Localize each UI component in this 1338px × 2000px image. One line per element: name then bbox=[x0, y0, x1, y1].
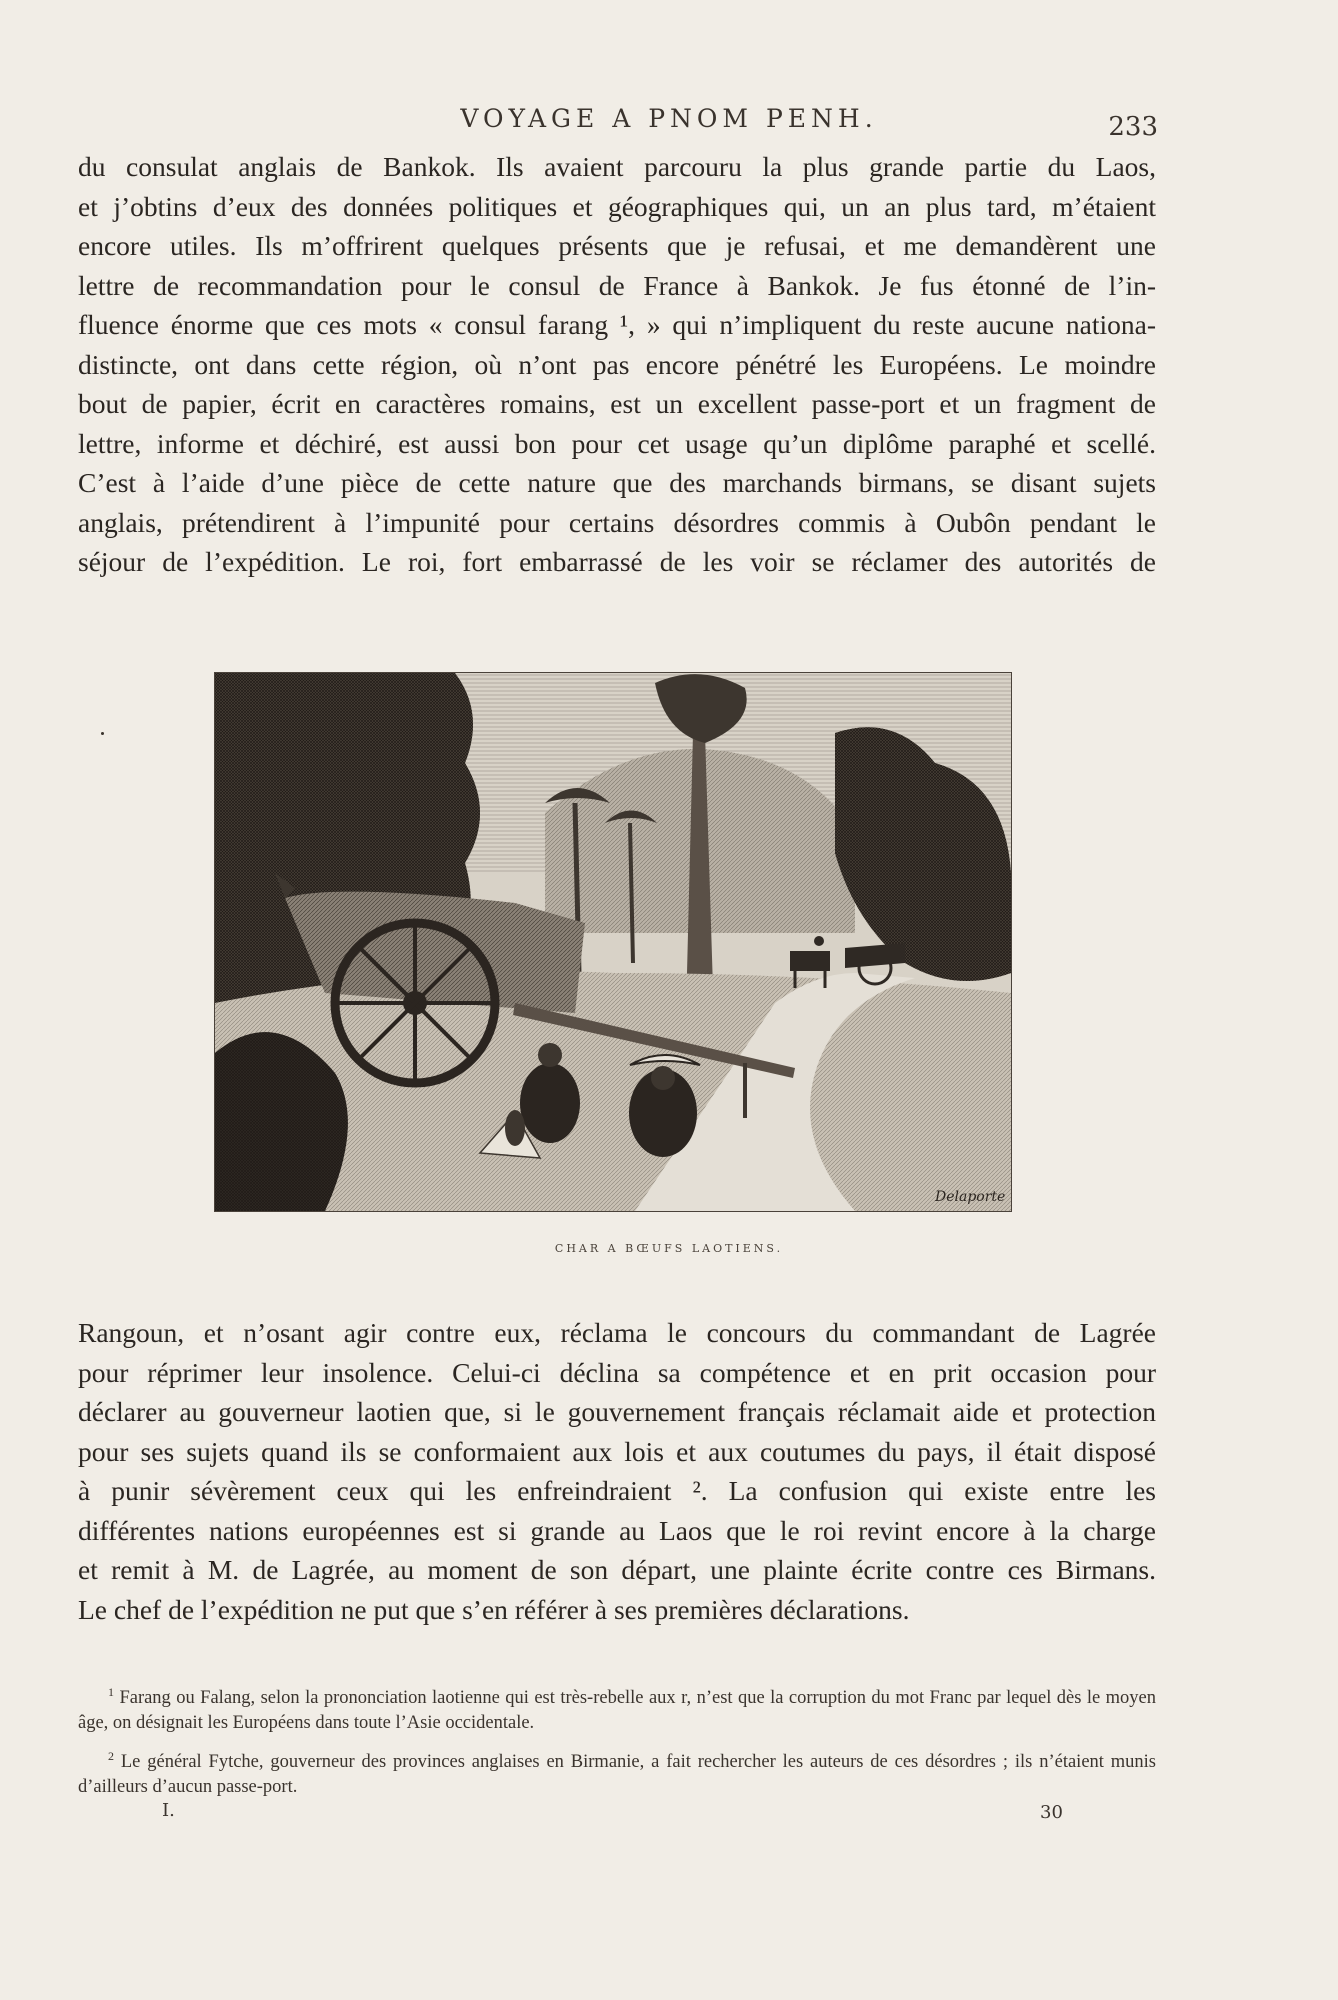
text-line: distincte, ont dans cette région, où n’ont pas encore pénétré les Européens. Le moindre bbox=[78, 348, 1156, 380]
engraving-drawing bbox=[215, 673, 1011, 1211]
text-line: lettre de recommandation pour le consul de France à Bankok. Je fus étonné de l’in- bbox=[78, 269, 1156, 301]
running-title: VOYAGE A PNOM PENH. bbox=[460, 104, 878, 133]
text-line: du consulat anglais de Bankok. Ils avaient parcouru la plus grande partie du Laos, bbox=[78, 151, 1156, 182]
text-line: Rangoun, et n’osant agir contre eux, réclama le concours du commandant de Lagrée bbox=[78, 1317, 1156, 1348]
text-line: lettre, informe et déchiré, est aussi bon pour cet usage qu’un diplôme paraphé et scellé. bbox=[78, 427, 1156, 459]
text-line: pour réprimer leur insolence. Celui-ci déclina sa compétence et en prit occasion pour bbox=[78, 1356, 1156, 1388]
footnotes bbox=[78, 1680, 1156, 1808]
text-line: et remit à M. de Lagrée, au moment de son départ, une plainte écrite contre ces Birmans. bbox=[78, 1554, 1156, 1585]
footnote bbox=[78, 1744, 1156, 1800]
text-line: C’est à l’aide d’une pièce de cette nature que des marchands birmans, se disant sujets bbox=[78, 467, 1156, 498]
footnote-mark: 1 bbox=[108, 1685, 114, 1699]
text-line: et j’obtins d’eux des données politiques et géographiques qui, un an plus tard, m’étaient bbox=[78, 190, 1156, 222]
figure-caption: CHAR A BŒUFS LAOTIENS. bbox=[554, 1242, 784, 1255]
text-line: séjour de l’expédition. Le roi, fort embarrassé de les voir se réclamer des autorités de bbox=[78, 546, 1156, 577]
footnote-mark: 2 bbox=[108, 1749, 114, 1764]
body-text-top bbox=[78, 147, 1156, 582]
footnote-text: Farang ou Falang, selon la prononciation laotienne qui est très-rebelle aux r, n’est que la corruption du mot Franc par lequel dès le moyen âge, on désignait les Européens dans toute l’Asie occidentale. bbox=[78, 1688, 1157, 1734]
text-line: déclarer au gouverneur laotien que, si le gouvernement français réclamait aide et protection bbox=[78, 1396, 1156, 1427]
text-line: Le chef de l’expédition ne put que s’en référer à ses premières déclarations. bbox=[78, 1593, 910, 1625]
text-line: fluence énorme que ces mots « consul farang ¹, » qui n’impliquent du reste aucune nationa- bbox=[78, 309, 1156, 340]
text-line: différentes nations européennes est si grande au Laos que le roi revint encore à la charge bbox=[78, 1514, 1156, 1546]
text-line: encore utiles. Ils m’offrirent quelques présents que je refusai, et me demandèrent une bbox=[78, 230, 1156, 261]
page-number: 233 bbox=[1108, 112, 1158, 142]
volume-signature: I. bbox=[162, 1800, 175, 1821]
margin-mark bbox=[101, 732, 104, 735]
footnote bbox=[78, 1680, 1156, 1736]
body-text-bottom bbox=[78, 1313, 1156, 1629]
sheet-number: 30 bbox=[1040, 1802, 1063, 1823]
text-line: pour ses sujets quand ils se conformaient aux lois et aux coutumes du pays, il était disposé bbox=[78, 1435, 1156, 1467]
engraving-illustration bbox=[214, 672, 1012, 1212]
text-line: à punir sévèrement ceux qui les enfreindraient ². La confusion qui existe entre les bbox=[78, 1475, 1156, 1506]
text-line: anglais, prétendirent à l’impunité pour certains désordres commis à Oubôn pendant le bbox=[78, 506, 1156, 538]
footnote-text: Le général Fytche, gouverneur des provinces anglaises en Birmanie, a fait rechercher les auteurs de ces désordres ; ils n’étaient munis d’ailleurs d’aucun passe-port. bbox=[78, 1752, 1157, 1798]
engraver-signature: Delaporte bbox=[935, 1189, 1006, 1205]
text-line: bout de papier, écrit en caractères romains, est un excellent passe-port et un fragment de bbox=[78, 388, 1156, 419]
